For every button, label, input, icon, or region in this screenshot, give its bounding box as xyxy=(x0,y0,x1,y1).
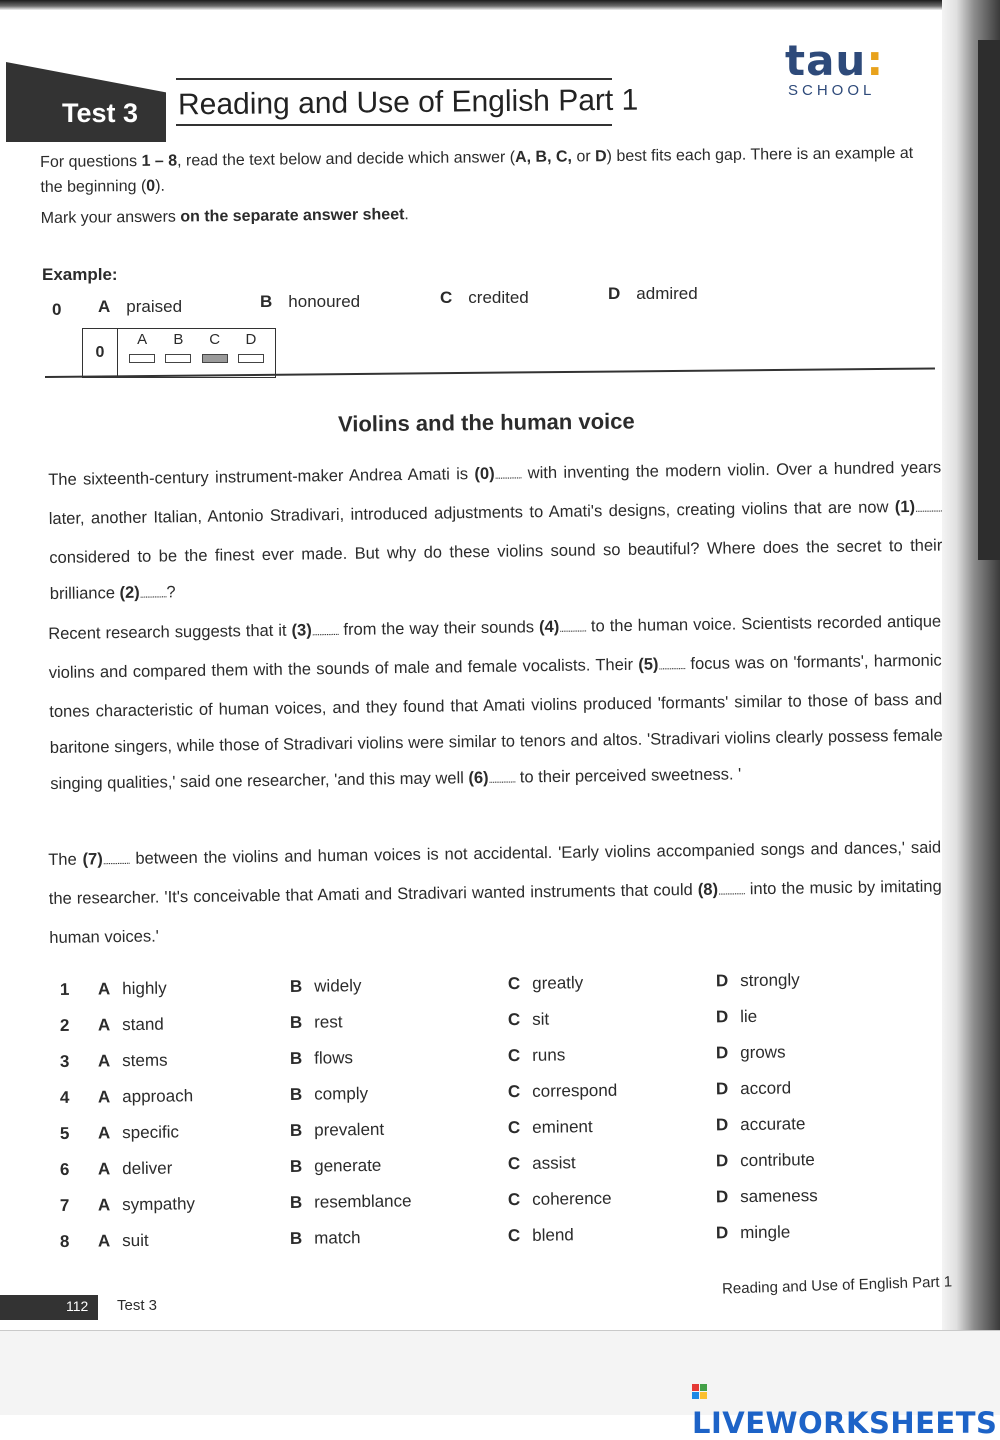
question-3 xyxy=(60,1042,860,1080)
option-b: B generate xyxy=(289,1155,382,1176)
instruction-line-1: For questions 1 – 8, read the text below and decide which answer (A, B, C, or D) best fits each gap. There is an example at the beginning (0). xyxy=(40,144,914,196)
question-number: 5 xyxy=(59,1123,70,1143)
answer-bubble xyxy=(129,354,155,363)
brand-name: tau xyxy=(785,36,867,85)
option-b: B match xyxy=(289,1228,361,1248)
option-a: A highly xyxy=(97,978,167,999)
title-rule-top xyxy=(176,78,612,80)
option-c: C blend xyxy=(507,1225,574,1246)
answer-bubble xyxy=(238,354,264,363)
option-a: A stand xyxy=(97,1014,164,1035)
example-option-a: A praised xyxy=(98,297,183,316)
option-d: D mingle xyxy=(715,1222,791,1243)
gap-6: (6) xyxy=(468,768,489,788)
instructions xyxy=(40,141,936,237)
option-b: B resemblance xyxy=(289,1191,412,1212)
option-c: C sit xyxy=(507,1009,550,1030)
option-a: A sympathy xyxy=(97,1194,196,1215)
option-a: A specific xyxy=(97,1122,180,1143)
option-b: B flows xyxy=(289,1048,354,1068)
watermark xyxy=(692,1372,1000,1440)
option-b: B rest xyxy=(289,1012,343,1032)
option-a: A stems xyxy=(97,1050,168,1071)
option-d: D accurate xyxy=(715,1114,806,1135)
question-8 xyxy=(60,1222,860,1260)
gap-7: (7) xyxy=(82,850,103,869)
question-1 xyxy=(60,970,860,1008)
question-number: 8 xyxy=(59,1231,70,1251)
paragraph-2: Recent research suggests that it (3)............... from the way their sounds (4)............... to the human voice. Scientists recorded antique violins and compared them with the sounds of male and female vocalists. Their (5)............... focus was on 'formants', harmonic tones characteristic of human voices, and they found that Amati violins produced 'formants' similar to those of bass and baritone singers, while those of Stradivari violins were similar to tenors and altos. 'Stradivari violins clearly possess female singing qualities,' said one researcher, 'and this may well (6)............... to their perceived sweetness. ' xyxy=(48,612,943,793)
answer-cell-b: B xyxy=(165,331,191,375)
example-number: 0 xyxy=(52,300,62,319)
option-d: D accord xyxy=(715,1078,792,1099)
question-6 xyxy=(60,1150,860,1188)
brand-subtitle: SCHOOL xyxy=(788,82,876,99)
example-option-b: B honoured xyxy=(260,292,361,311)
option-a: A deliver xyxy=(97,1158,173,1179)
example-label: Example: xyxy=(42,265,118,284)
option-c: C coherence xyxy=(507,1188,612,1210)
scan-edge xyxy=(0,0,1000,10)
option-d: D sameness xyxy=(715,1186,818,1207)
option-a: A approach xyxy=(97,1086,194,1107)
answer-bubble xyxy=(165,354,191,363)
option-c: C eminent xyxy=(507,1117,593,1138)
question-number: 1 xyxy=(59,979,70,999)
gap-3: (3) xyxy=(291,621,312,640)
text-title: Violins and the human voice xyxy=(337,408,635,437)
option-d: D strongly xyxy=(715,970,800,991)
gap-4: (4) xyxy=(538,617,560,637)
option-a: A suit xyxy=(97,1230,149,1251)
option-b: B widely xyxy=(289,976,362,996)
example-option-d: D admired xyxy=(608,284,698,303)
gap-2: (2) xyxy=(119,583,140,603)
answer-cell-d: D xyxy=(238,331,264,375)
option-d: D grows xyxy=(715,1042,786,1063)
option-b: B prevalent xyxy=(289,1119,385,1140)
question-5 xyxy=(60,1114,860,1152)
gap-0: (0) xyxy=(474,464,495,484)
footer-test-label: Test 3 xyxy=(117,1297,158,1314)
instruction-line-2: Mark your answers on the separate answer sheet. xyxy=(40,206,409,227)
gap-8: (8) xyxy=(697,880,719,899)
gap-1: (1) xyxy=(894,497,916,517)
liveworksheets-icon xyxy=(692,1384,707,1399)
footer-section-label: Reading and Use of English Part 1 xyxy=(721,1273,953,1298)
answer-cell-a: A xyxy=(129,331,155,375)
option-c: C assist xyxy=(507,1153,576,1174)
option-d: D lie xyxy=(715,1006,758,1027)
option-c: C greatly xyxy=(507,973,584,994)
answer-sheet-number: 0 xyxy=(83,329,118,377)
example-answer-sheet xyxy=(82,328,276,378)
question-2 xyxy=(60,1006,860,1044)
paragraph-1: The sixteenth-century instrument-maker Andrea Amati is (0)............... with inventing the modern violin. Over a hundred years later, another Italian, Antonio Stradivari, introduced adjustments to Amati's designs, creating violins that are now (1)............... considered to be the finest ever made. But why do these violins sound so beautiful? Where does the secret to their brilliance (2)...............? xyxy=(48,458,943,603)
test-label: Test 3 xyxy=(62,98,139,128)
question-number: 6 xyxy=(59,1159,70,1179)
title-rule-bottom xyxy=(176,124,612,126)
question-4 xyxy=(60,1078,860,1116)
option-c: C correspond xyxy=(507,1080,618,1102)
question-number: 4 xyxy=(59,1087,70,1107)
brand-logo xyxy=(785,36,884,85)
question-7 xyxy=(60,1186,860,1224)
option-d: D contribute xyxy=(715,1150,815,1171)
question-number: 3 xyxy=(59,1051,70,1071)
watermark-text: LIVEWORKSHEETS xyxy=(692,1406,998,1440)
gap-5: (5) xyxy=(638,655,659,674)
page-number: 112 xyxy=(66,1298,89,1314)
example-option-c: C credited xyxy=(440,288,529,307)
paragraph-3: The (7)............... between the violins and human voices is not accidental. 'Early violins accompanied songs and dances,' said the researcher. 'It's conceivable that Amati and Stradivari wanted instruments that could (8)............... into the music by imitating human voices.' xyxy=(48,838,942,947)
answer-cell-c: C xyxy=(202,331,228,375)
option-b: B comply xyxy=(289,1083,369,1104)
question-number: 2 xyxy=(59,1015,70,1035)
page-title: Reading and Use of English Part 1 xyxy=(177,83,639,122)
answer-bubble-selected xyxy=(202,354,228,363)
next-page-edge xyxy=(978,40,1000,560)
brand-colon: : xyxy=(866,36,885,85)
question-number: 7 xyxy=(59,1195,70,1215)
option-c: C runs xyxy=(507,1045,566,1066)
